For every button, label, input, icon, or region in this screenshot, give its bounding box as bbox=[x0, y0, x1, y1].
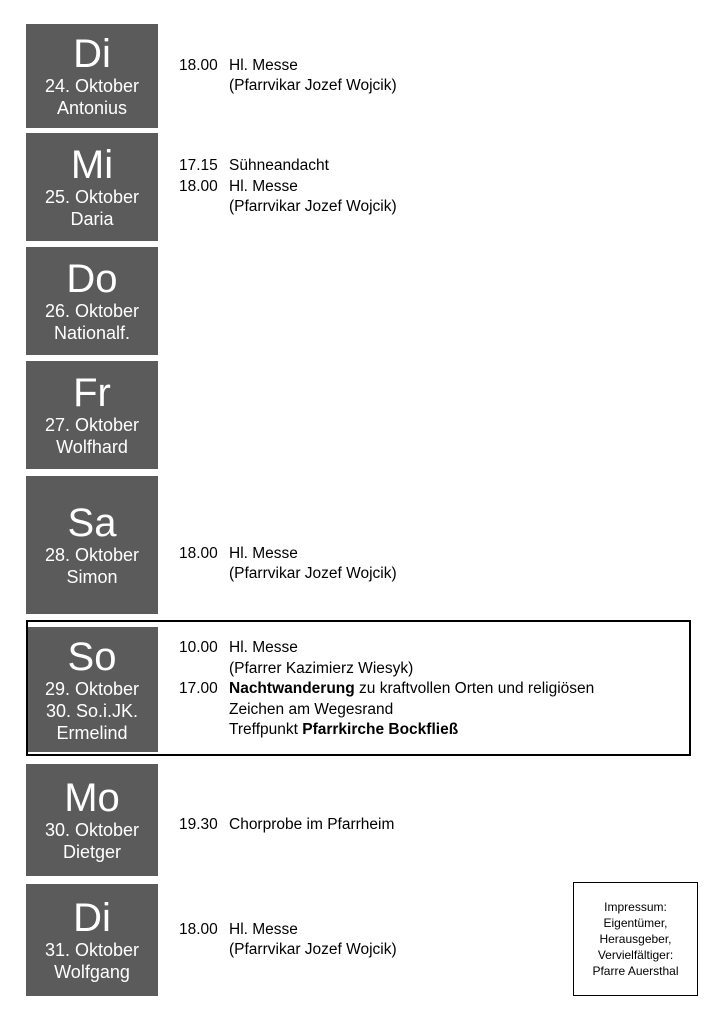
day-row bbox=[26, 361, 691, 469]
event-entry bbox=[179, 177, 397, 198]
event-time: 10.00 bbox=[179, 639, 218, 657]
day-saint: Wolfhard bbox=[56, 437, 128, 457]
event-detail-text: (Pfarrvikar Jozef Wojcik) bbox=[229, 198, 397, 216]
day-saint: Nationalf. bbox=[53, 323, 131, 343]
day-row bbox=[26, 764, 691, 876]
weekday-abbr: Do bbox=[66, 257, 118, 301]
event-description bbox=[229, 815, 394, 836]
sunday-highlight-frame bbox=[26, 620, 691, 756]
day-label-box bbox=[26, 247, 158, 355]
day-row bbox=[26, 247, 691, 355]
impressum-line: Impressum: bbox=[604, 900, 667, 914]
event-description bbox=[229, 920, 298, 941]
weekday-abbr: Sa bbox=[67, 501, 117, 545]
event-detail bbox=[179, 76, 397, 97]
day-row bbox=[26, 133, 691, 241]
weekday-abbr: Mo bbox=[64, 776, 120, 820]
day-date: 30. Oktober bbox=[44, 820, 140, 840]
event-list bbox=[179, 764, 394, 876]
meeting-point-bold: Pfarrkirche Bockfließ bbox=[302, 721, 459, 739]
event-description bbox=[229, 56, 298, 77]
day-label-box bbox=[26, 133, 158, 241]
event-detail bbox=[179, 564, 397, 585]
event-text: Hl. Messe bbox=[229, 920, 298, 938]
event-detail-text: Treffpunkt bbox=[229, 721, 303, 739]
day-label-box bbox=[26, 361, 158, 469]
day-date: 27. Oktober bbox=[44, 415, 140, 435]
event-text: Hl. Messe bbox=[229, 177, 298, 195]
event-list bbox=[179, 476, 397, 614]
event-detail-text: Zeichen am Wegesrand bbox=[229, 700, 394, 718]
event-text: Hl. Messe bbox=[229, 56, 298, 74]
weekday-abbr: Fr bbox=[73, 371, 111, 415]
day-saint: Daria bbox=[70, 209, 114, 229]
event-entry bbox=[179, 544, 397, 565]
weekday-abbr: Mi bbox=[70, 143, 114, 187]
event-list bbox=[179, 133, 397, 241]
impressum-box bbox=[573, 882, 698, 996]
event-time: 18.00 bbox=[179, 177, 218, 195]
event-time: 19.30 bbox=[179, 815, 218, 833]
day-liturgical-note: 30. So.i.JK. bbox=[45, 700, 139, 721]
event-time: 18.00 bbox=[179, 544, 218, 562]
event-entry bbox=[179, 56, 397, 77]
event-text: Hl. Messe bbox=[229, 639, 298, 657]
impressum-line: Herausgeber, bbox=[599, 932, 672, 946]
event-time: 18.00 bbox=[179, 920, 218, 938]
day-date: 26. Oktober bbox=[44, 301, 140, 321]
day-date: 31. Oktober bbox=[44, 940, 140, 960]
impressum-line: Eigentümer, bbox=[603, 916, 668, 930]
event-detail-text: (Pfarrer Kazimierz Wiesyk) bbox=[229, 659, 414, 677]
event-entry bbox=[179, 815, 394, 836]
event-description bbox=[229, 177, 298, 198]
event-text: Chorprobe im Pfarrheim bbox=[229, 815, 395, 833]
event-text: Hl. Messe bbox=[229, 544, 298, 562]
event-entry bbox=[179, 920, 397, 941]
day-saint: Antonius bbox=[56, 98, 128, 118]
event-detail bbox=[179, 197, 397, 218]
event-time: 17.00 bbox=[179, 680, 218, 698]
event-text: Sühneandacht bbox=[229, 157, 329, 175]
day-row bbox=[26, 24, 691, 128]
impressum-line: Pfarre Auersthal bbox=[592, 964, 679, 978]
day-label-box bbox=[26, 476, 158, 614]
event-list bbox=[179, 884, 397, 996]
day-date: 24. Oktober bbox=[44, 76, 140, 96]
event-time: 17.15 bbox=[179, 157, 218, 175]
day-row bbox=[26, 476, 691, 614]
event-title-bold: Nachtwanderung bbox=[229, 680, 355, 698]
day-label-box bbox=[26, 764, 158, 876]
day-date: 29. Oktober bbox=[44, 678, 140, 699]
event-description bbox=[229, 544, 298, 565]
event-entry bbox=[179, 156, 397, 177]
event-detail-text: (Pfarrvikar Jozef Wojcik) bbox=[229, 565, 397, 582]
day-label-box bbox=[26, 884, 158, 996]
event-time: 18.00 bbox=[179, 56, 218, 74]
weekday-abbr: Di bbox=[73, 32, 111, 76]
event-detail-text: (Pfarrvikar Jozef Wojcik) bbox=[229, 941, 397, 958]
weekday-abbr: Di bbox=[73, 896, 111, 940]
day-label-box bbox=[26, 24, 158, 128]
day-saint: Simon bbox=[66, 567, 118, 587]
event-text: zu kraftvollen Orten und religiösen bbox=[354, 680, 595, 698]
day-date: 28. Oktober bbox=[44, 545, 140, 565]
day-date: 25. Oktober bbox=[44, 187, 140, 207]
day-saint: Ermelind bbox=[56, 722, 128, 743]
day-saint: Dietger bbox=[62, 842, 122, 862]
weekday-abbr: So bbox=[67, 634, 117, 679]
event-detail bbox=[179, 940, 397, 961]
impressum-line: Vervielfältiger: bbox=[597, 948, 674, 962]
event-description bbox=[229, 156, 329, 177]
event-list bbox=[179, 24, 397, 128]
event-detail-text: (Pfarrvikar Jozef Wojcik) bbox=[229, 77, 397, 94]
day-saint: Wolfgang bbox=[54, 962, 130, 982]
